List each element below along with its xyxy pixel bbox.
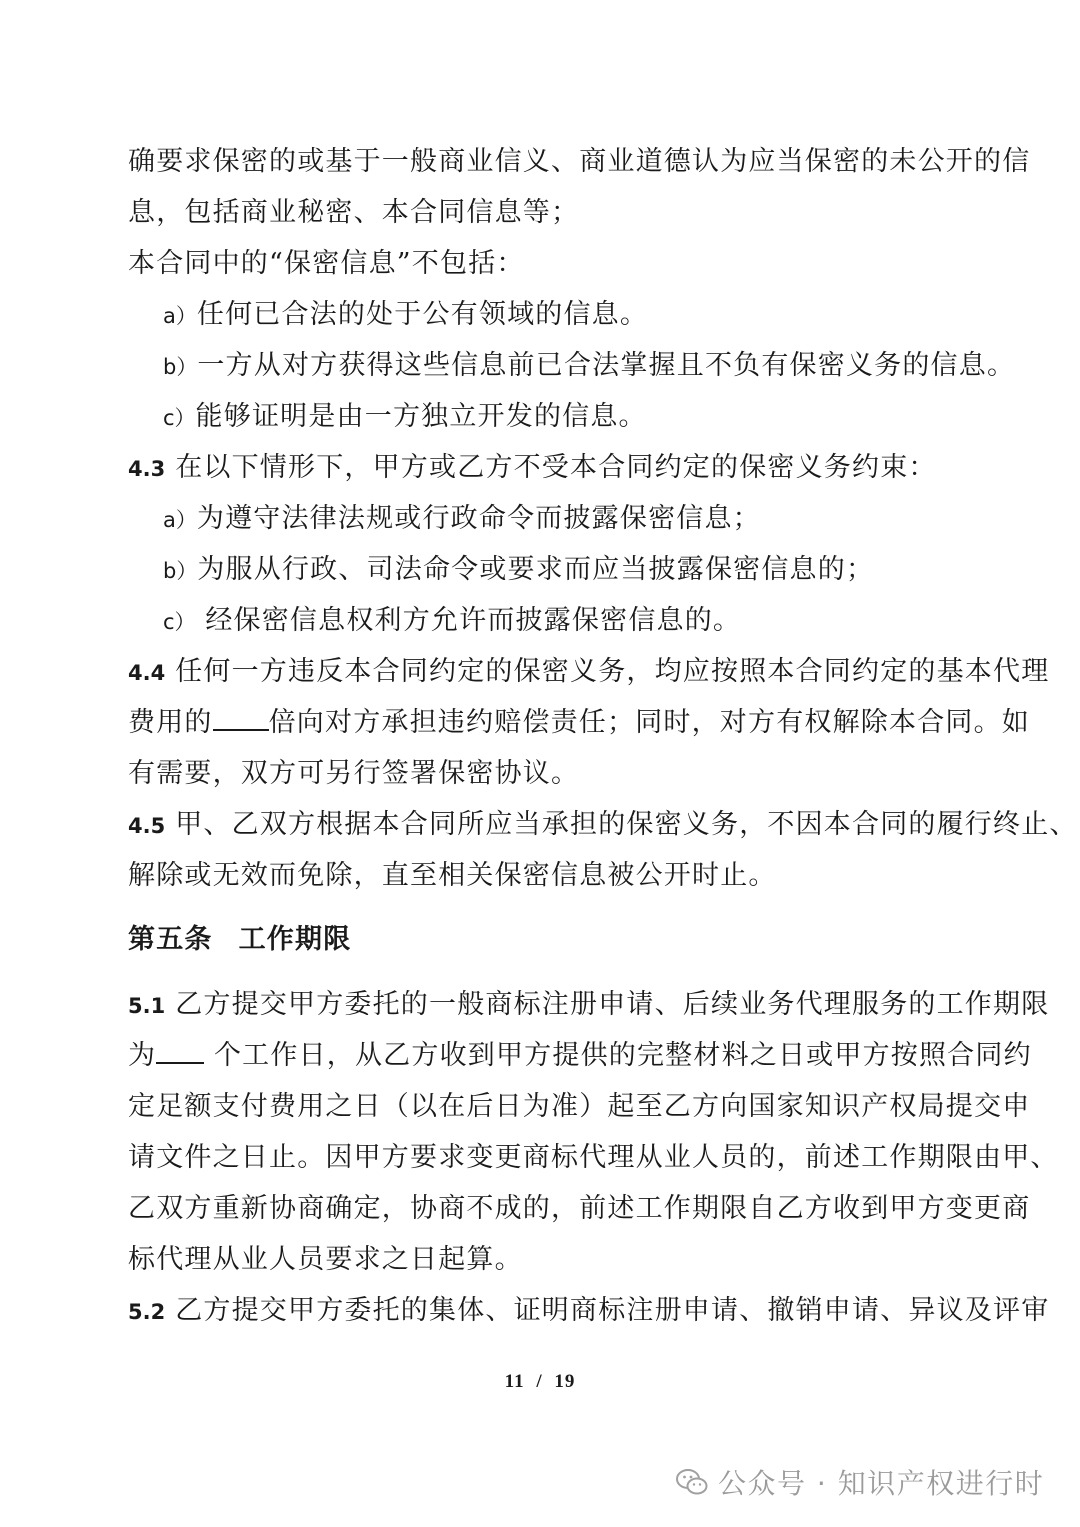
fill-in-blank [213, 703, 269, 731]
list-item-text: 为服从行政、司法命令或要求而应当披露保密信息的； [197, 554, 875, 585]
list-item-label: a） [163, 304, 197, 328]
paragraph-line: 确要求保密的或基于一般商业信义、商业道德认为应当保密的未公开的信 [128, 146, 1031, 177]
paragraph-line: 解除或无效而免除，直至相关保密信息被公开时止。 [128, 860, 777, 891]
paragraph-line: 乙双方重新协商确定，协商不成的，前述工作期限自乙方收到甲方变更商 [128, 1193, 1031, 1224]
list-item [163, 601, 741, 642]
clause-text: 在以下情形下，甲方或乙方不受本合同约定的保密义务约束： [175, 452, 937, 483]
list-item-label: c） [163, 610, 196, 634]
watermark [676, 1460, 1044, 1504]
list-item [163, 397, 647, 438]
list-item-label: a） [163, 508, 197, 532]
paragraph-line: 标代理从业人员要求之日起算。 [128, 1244, 523, 1275]
clause-5-2 [128, 1291, 1049, 1332]
list-item [163, 295, 648, 336]
list-item [163, 550, 874, 591]
paragraph-line: 定足额支付费用之日（以在后日为准）起至乙方向国家知识产权局提交申 [128, 1091, 1031, 1122]
clause-4-4 [128, 652, 1049, 693]
clause-text: 乙方提交甲方委托的集体、证明商标注册申请、撤销申请、异议及评审 [175, 1295, 1050, 1326]
clause-number: 4.5 [128, 814, 166, 838]
list-item-text: 能够证明是由一方独立开发的信息。 [195, 401, 647, 432]
clause-number: 5.2 [128, 1300, 166, 1324]
paragraph-line: 息，包括商业秘密、本合同信息等； [128, 197, 580, 228]
page-total: 19 [554, 1371, 576, 1392]
fill-in-blank [156, 1036, 204, 1064]
clause-4-3 [128, 448, 937, 489]
line-text-after: 倍向对方承担违约赔偿责任；同时，对方有权解除本合同。如 [268, 707, 1031, 738]
clause-text: 乙方提交甲方委托的一般商标注册申请、后续业务代理服务的工作期限 [175, 989, 1050, 1020]
watermark-text: 公众号 · 知识产权进行时 [718, 1467, 1045, 1500]
clause-number: 5.1 [128, 994, 166, 1018]
paragraph-line: 本合同中的“保密信息”不包括： [128, 248, 525, 279]
clause-text: 任何一方违反本合同约定的保密义务，均应按照本合同约定的基本代理 [175, 656, 1050, 687]
list-item-label: b） [163, 559, 198, 583]
paragraph-line [128, 703, 1030, 743]
article-title: 工作期限 [238, 924, 352, 955]
clause-number: 4.3 [128, 457, 166, 481]
list-item-text: 任何已合法的处于公有领域的信息。 [196, 299, 649, 330]
page-number [0, 1371, 1080, 1393]
list-item [163, 499, 761, 540]
list-item-label: b） [163, 355, 198, 379]
list-item [163, 346, 1015, 387]
list-item-text: 为遵守法律法规或行政命令而披露保密信息； [196, 503, 761, 534]
line-text-before: 为 [128, 1040, 157, 1071]
line-text-before: 费用的 [128, 707, 213, 738]
list-item-label: c） [163, 406, 196, 430]
list-item-text: 一方从对方获得这些信息前已合法掌握且不负有保密义务的信息。 [197, 350, 1016, 381]
clause-4-5 [128, 805, 1078, 846]
line-text-after: 个工作日，从乙方收到甲方提供的完整材料之日或甲方按照合同约 [204, 1040, 1032, 1071]
clause-number: 4.4 [128, 661, 166, 685]
article-number: 第五条 [128, 924, 213, 955]
clause-5-1 [128, 985, 1049, 1026]
paragraph-line [128, 1036, 1032, 1076]
clause-text: 甲、乙双方根据本合同所应当承担的保密义务，不因本合同的履行终止、 [175, 809, 1078, 840]
article-heading [128, 920, 351, 960]
list-item-text: 经保密信息权利方允许而披露保密信息的。 [195, 605, 742, 636]
page-current: 11 [504, 1371, 525, 1392]
paragraph-line: 有需要，双方可另行签署保密协议。 [128, 758, 580, 789]
page-separator: / [536, 1371, 543, 1392]
paragraph-line: 请文件之日止。因甲方要求变更商标代理从业人员的，前述工作期限由甲、 [128, 1142, 1059, 1173]
wechat-icon [676, 1468, 708, 1496]
